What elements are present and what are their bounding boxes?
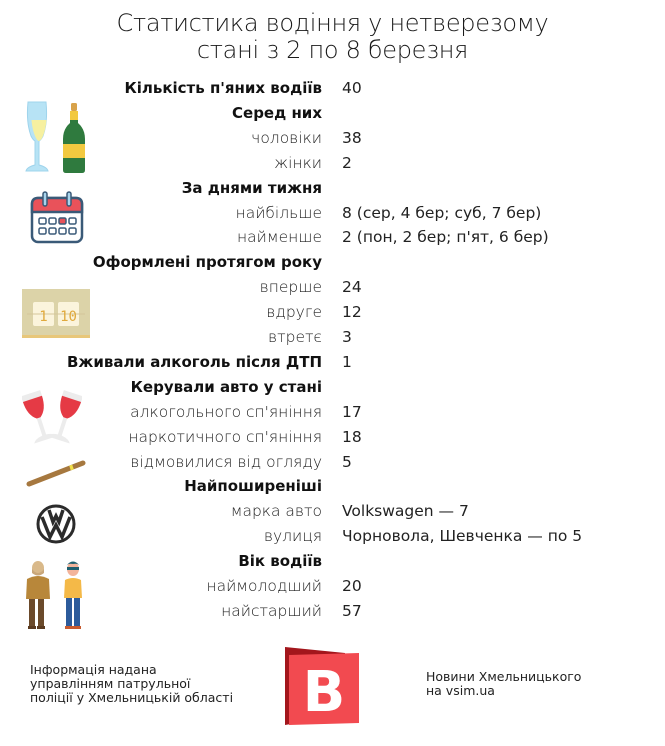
stat-label: Вік водіїв bbox=[238, 552, 322, 571]
title-line-1: Статистика водіння у нетверезому bbox=[116, 9, 549, 37]
stat-label: вперше bbox=[259, 278, 322, 297]
stat-row bbox=[0, 499, 665, 524]
stat-row bbox=[0, 524, 665, 549]
stat-row bbox=[0, 250, 665, 275]
stat-value: 5 bbox=[342, 452, 352, 471]
stat-row bbox=[0, 375, 665, 400]
stat-label: найстарший bbox=[221, 601, 322, 620]
volkswagen-logo-icon bbox=[36, 504, 76, 544]
stat-row bbox=[0, 126, 665, 151]
stat-label: вдруге bbox=[266, 303, 322, 322]
stat-value: 1 bbox=[342, 352, 352, 371]
stat-row bbox=[0, 450, 665, 475]
svg-text:В: В bbox=[302, 660, 346, 725]
flip-counter-icon bbox=[22, 289, 90, 339]
stat-row bbox=[0, 76, 665, 101]
stat-label: алкогольного сп'яніння bbox=[130, 402, 322, 421]
svg-text:1: 1 bbox=[39, 309, 48, 325]
stat-label: чоловіки bbox=[251, 128, 322, 147]
stat-value: Чорновола, Шевченка — по 5 bbox=[342, 527, 583, 546]
stat-value: 17 bbox=[342, 402, 362, 421]
stat-row bbox=[0, 599, 665, 624]
stat-label: марка авто bbox=[230, 502, 322, 521]
two-men-icon bbox=[22, 559, 88, 631]
clinking-wine-glasses-icon bbox=[22, 388, 82, 446]
stat-row bbox=[0, 151, 665, 176]
stat-label: жінки bbox=[274, 153, 322, 172]
stat-label: наймолодший bbox=[206, 577, 322, 595]
stat-row bbox=[0, 425, 665, 450]
stat-label: Серед них bbox=[232, 103, 322, 122]
stat-label: наркотичного сп'яніння bbox=[128, 427, 322, 446]
stat-label: За днями тижня bbox=[181, 178, 322, 197]
cigar-icon bbox=[26, 458, 86, 488]
stat-value: 40 bbox=[342, 79, 362, 97]
stat-label: найбільше bbox=[235, 203, 322, 222]
stat-row bbox=[0, 201, 665, 226]
stat-row bbox=[0, 350, 665, 375]
stat-label: Оформлені протягом року bbox=[92, 253, 322, 272]
stat-label: вулиця bbox=[263, 527, 322, 546]
stat-value: Volkswagen — 7 bbox=[342, 502, 469, 521]
stat-value: 57 bbox=[342, 601, 362, 620]
title-line-2: стані з 2 по 8 березня bbox=[196, 36, 469, 64]
stat-label: Вживали алкоголь після ДТП bbox=[66, 352, 322, 371]
stat-value: 18 bbox=[342, 427, 362, 446]
stat-label: Кількість п'яних водіїв bbox=[124, 79, 322, 97]
stat-row bbox=[0, 574, 665, 599]
stat-row bbox=[0, 474, 665, 499]
stat-row bbox=[0, 101, 665, 126]
page-title bbox=[0, 10, 665, 64]
stat-label: відмовилися від огляду bbox=[130, 452, 322, 471]
stat-row bbox=[0, 300, 665, 325]
vsim-logo[interactable] bbox=[283, 645, 363, 727]
champagne-glass-and-bottle-icon bbox=[24, 100, 86, 174]
stat-label: втретє bbox=[268, 328, 322, 346]
stat-value: 38 bbox=[342, 128, 362, 147]
stat-label: найменше bbox=[237, 228, 322, 247]
source-note: Інформація надана управлінням патрульної поліції у Хмельницькій області bbox=[30, 662, 234, 705]
svg-text:10: 10 bbox=[60, 309, 77, 325]
stat-label: Керували авто у стані bbox=[130, 377, 322, 396]
stat-value: 3 bbox=[342, 328, 352, 346]
stat-row bbox=[0, 549, 665, 574]
stat-value: 8 (сер, 4 бер; суб, 7 бер) bbox=[342, 203, 542, 222]
stat-value: 2 (пон, 2 бер; п'ят, 6 бер) bbox=[342, 228, 549, 247]
stat-value: 12 bbox=[342, 303, 362, 322]
stat-label: Найпоширеніші bbox=[184, 477, 322, 496]
stat-row bbox=[0, 400, 665, 425]
stat-row bbox=[0, 325, 665, 350]
stat-row bbox=[0, 176, 665, 201]
stat-value: 20 bbox=[342, 577, 362, 595]
stat-value: 24 bbox=[342, 278, 362, 297]
stat-row bbox=[0, 275, 665, 300]
stat-row bbox=[0, 225, 665, 250]
stat-value: 2 bbox=[342, 153, 352, 172]
site-credit: Новини Хмельницького на vsim.ua bbox=[426, 669, 582, 698]
calendar-icon bbox=[30, 190, 84, 244]
